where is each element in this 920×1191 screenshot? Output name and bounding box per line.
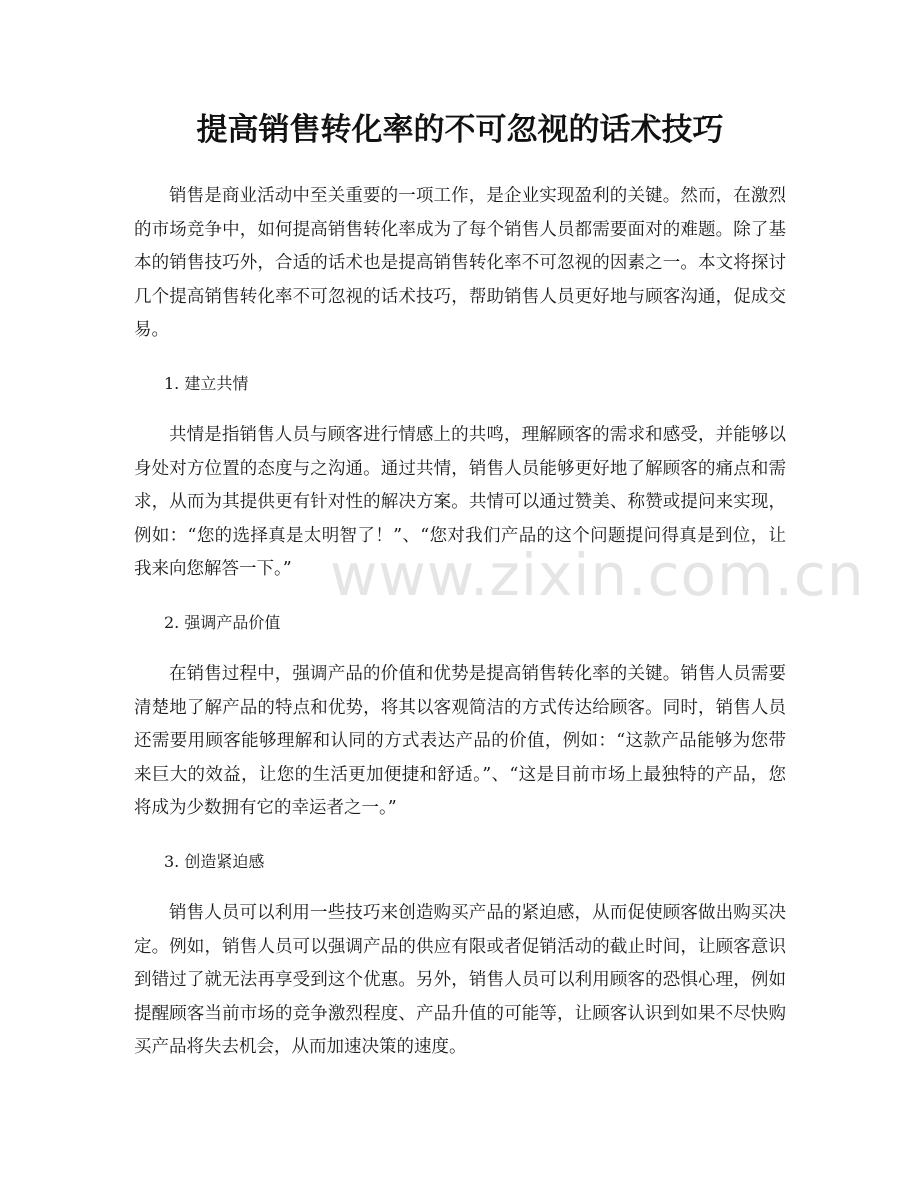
document-body [134,180,786,1084]
watermark: www.zixin.com.cn [330,541,865,609]
section-heading-urgency: 3. 创造紧迫感 [164,851,265,871]
section-heading-empathy: 1. 建立共情 [164,373,249,393]
intro-paragraph: 销售是商业活动中至关重要的一项工作，是企业实现盈利的关键。然而，在激烈的市场竞争中，如何提高销售转化率成为了每个销售人员都需要面对的难题。除了基本的销售技巧外，合适的话术也是提高销售转化率不可忽视的因素之一。本文将探讨几个提高销售转化率不可忽视的话术技巧，帮助销售人员更好地与顾客沟通，促成交易。 [134,186,786,340]
section-paragraph-empathy: 共情是指销售人员与顾客进行情感上的共鸣，理解顾客的需求和感受，并能够以身处对方位置的态度与之沟通。通过共情，销售人员能够更好地了解顾客的痛点和需求，从而为其提供更有针对性的解决方案。共情可以通过赞美、称赞或提问来实现，例如：“您的选择真是太明智了！”、“您对我们产品的这个问题提问得真是到位，让我来向您解答一下。” [134,425,786,579]
section-paragraph-urgency: 销售人员可以利用一些技巧来创造购买产品的紧迫感，从而促使顾客做出购买决定。例如，销售人员可以强调产品的供应有限或者促销活动的截止时间，让顾客意识到错过了就无法再享受到这个优惠。另外，销售人员可以利用顾客的恐惧心理，例如提醒顾客当前市场的竞争激烈程度、产品升值的可能等，让顾客认识到如果不尽快购买产品将失去机会，从而加速决策的速度。 [134,903,786,1057]
section-paragraph-product-value: 在销售过程中，强调产品的价值和优势是提高销售转化率的关键。销售人员需要清楚地了解产品的特点和优势，将其以客观简洁的方式传达给顾客。同时，销售人员还需要用顾客能够理解和认同的方式表达产品的价值，例如：“这款产品能够为您带来巨大的效益，让您的生活更加便捷和舒适。”、“这是目前市场上最独特的产品，您将成为少数拥有它的幸运者之一。” [134,664,786,818]
document-title: 提高销售转化率的不可忽视的话术技巧 [196,112,724,148]
section-heading-product-value: 2. 强调产品价值 [164,612,281,632]
